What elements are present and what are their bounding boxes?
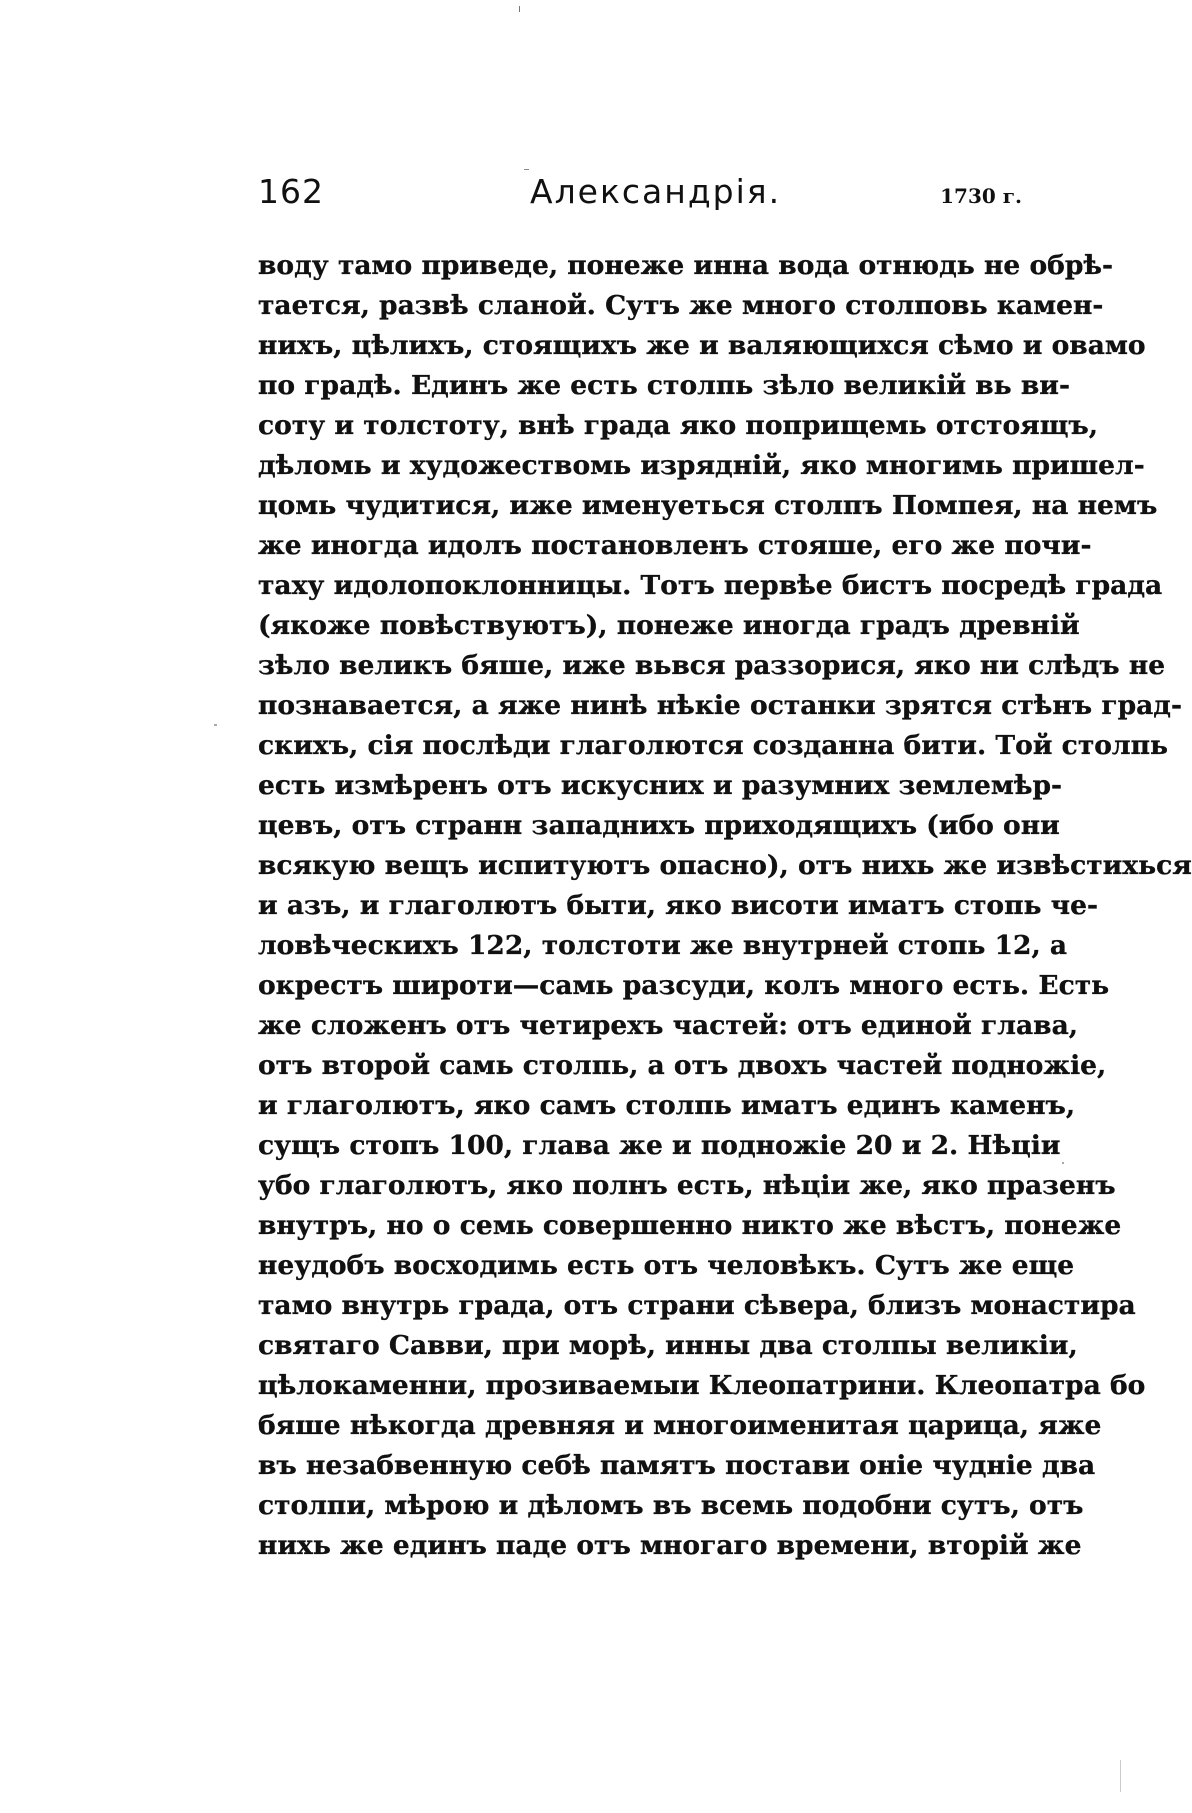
text-line: всякую вещъ испитуютъ опасно), отъ нихь же извѣстихься [258,850,1192,881]
text-line: внутръ, но о семь совершенно никто же вѣстъ, понеже [258,1210,1122,1241]
scan-speck [519,6,520,12]
scan-speck [524,169,529,170]
text-line: тамо внутрь града, отъ страни сѣвера, близъ монастира [258,1290,1136,1321]
text-line: скихъ, сія послѣди глаголются созданна бити. Той столпь [258,730,1168,761]
text-line: и азъ, и глаголютъ быти, яко висоти иматъ стопь че- [258,890,1098,921]
text-line: же иногда идолъ постановленъ стояше, его же почи- [258,530,1092,561]
text-line: тается, развѣ сланой. Сутъ же много столповь камен- [258,290,1104,321]
text-line: цевъ, отъ странн западнихъ приходящихъ (ибо они [258,810,1060,841]
year-label: 1730 г. [940,184,1022,208]
text-line: окрестъ широти—самь разсуди, колъ много есть. Есть [258,970,1110,1001]
running-title: Александрія. [530,172,782,211]
scan-edge-mark [1120,1760,1121,1792]
body-text [258,246,1192,1566]
text-line: (якоже повѣствуютъ), понеже иногда градъ древній [258,610,1080,641]
text-line: сущъ стопъ 100, глава же и подножіе 20 и 2. Нѣціи [258,1130,1061,1161]
text-line: цѣлокаменни, прозиваемыи Клеопатрини. Клеопатра бо [258,1370,1146,1401]
text-line: въ незабвенную себѣ памятъ постави оніе чудніе два [258,1450,1096,1481]
text-line: цомь чудитися, иже именуеться столпъ Помпея, на немъ [258,490,1158,521]
text-line: зѣло великъ бяше, иже вьвся раззорися, яко ни слѣдъ не [258,650,1166,681]
text-line: бяше нѣкогда древняя и многоименитая царица, яже [258,1410,1102,1441]
text-line: есть измѣренъ отъ искусних и разумних землемѣр- [258,770,1063,801]
text-line: таху идолопоклонницы. Тотъ первѣе бистъ посредѣ града [258,570,1163,601]
scan-speck [1062,1162,1064,1164]
text-line: святаго Савви, при морѣ, инны два столпы великіи, [258,1330,1078,1361]
text-line: соту и толстоту, внѣ града яко поприщемь отстоящъ, [258,410,1098,441]
text-line: столпи, мѣрою и дѣломъ въ всемь подобни сутъ, отъ [258,1490,1084,1521]
text-line: по градѣ. Единъ же есть столпь зѣло великій вь ви- [258,370,1070,401]
text-line: ловѣческихъ 122, толстоти же внутрней стопь 12, а [258,930,1068,961]
text-line: же сложенъ отъ четирехъ частей: отъ единой глава, [258,1010,1078,1041]
text-line: дѣломь и художествомь изрядній, яко многимь пришел- [258,450,1145,481]
text-line: неудобъ восходимь есть отъ человѣкъ. Сутъ же еще [258,1250,1075,1281]
text-line: нихь же единъ паде отъ многаго времени, вторій же [258,1530,1082,1561]
text-line: убо глаголютъ, яко полнъ есть, нѣціи же, яко празенъ [258,1170,1116,1201]
scan-speck [214,724,217,726]
text-line: отъ второй самь столпь, а отъ двохъ частей подножіе, [258,1050,1107,1081]
text-line: и глаголютъ, яко самъ столпь иматъ единъ каменъ, [258,1090,1076,1121]
page-header [258,172,1022,232]
text-line: воду тамо приведе, понеже инна вода отнюдь не обрѣ- [258,250,1113,281]
text-line: нихъ, цѣлихъ, стоящихъ же и валяющихся сѣмо и овамо [258,330,1146,361]
page-number: 162 [258,172,324,211]
text-line: познавается, а яже нинѣ нѣкіе останки зрятся стѣнъ град- [258,690,1182,721]
